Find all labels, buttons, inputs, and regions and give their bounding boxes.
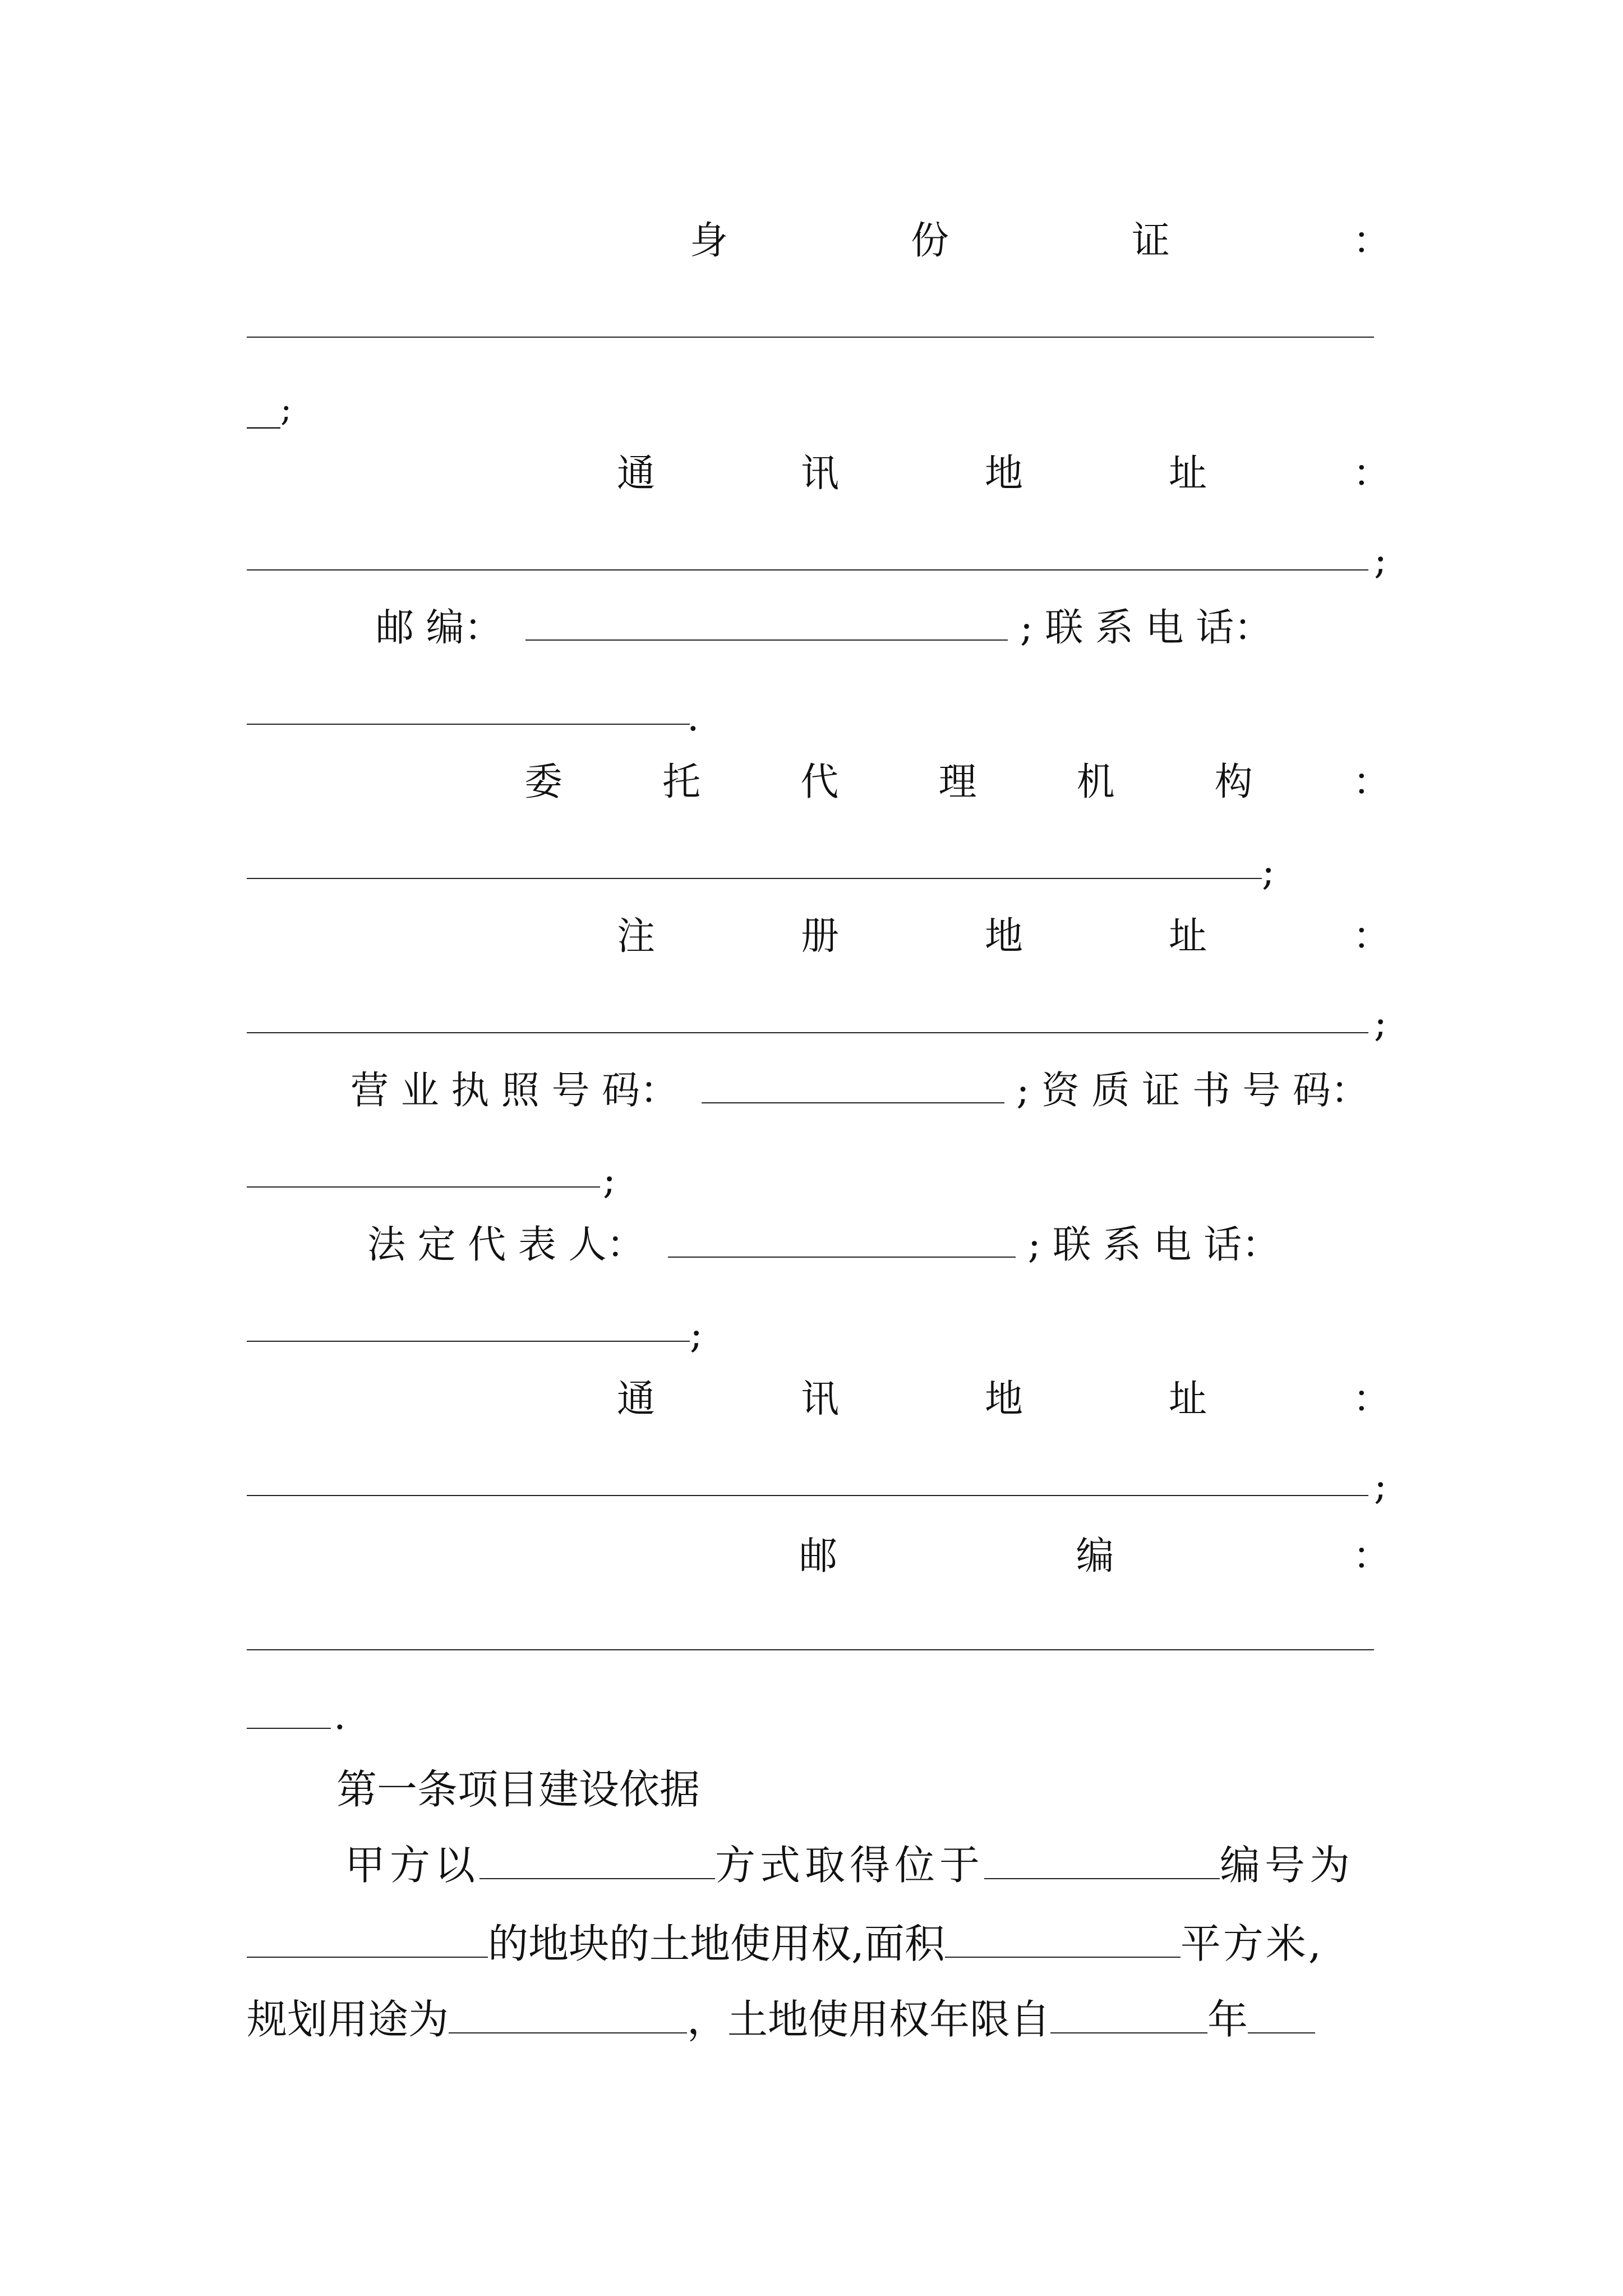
article-line-2	[247, 1904, 1394, 1983]
label-char: 通	[617, 452, 656, 496]
label-char: 委	[524, 760, 563, 804]
label-char: 构	[1214, 760, 1253, 804]
semicolon: ;	[1374, 539, 1387, 583]
month-field[interactable]	[1248, 1999, 1315, 2033]
label-char: 理	[938, 760, 977, 804]
reg-address-end	[1374, 996, 1408, 1052]
semicolon: ;	[603, 1158, 616, 1203]
cert-end	[603, 1153, 637, 1209]
cert-field[interactable]	[247, 1186, 600, 1188]
article-heading	[336, 1750, 1481, 1829]
period: .	[334, 1694, 346, 1738]
postal-label: 邮 编：	[376, 606, 502, 650]
text-span: 编号为	[1220, 1842, 1355, 1889]
reg-address-field[interactable]	[247, 1032, 1368, 1033]
text-span: 方式取得位于	[715, 1842, 985, 1889]
label-char: 证	[1131, 219, 1170, 263]
license-label: 营 业 执 照 号 码：	[351, 1069, 679, 1113]
label-char: 托	[662, 760, 701, 804]
postal-phone-row	[376, 600, 1391, 656]
legal-rep-row	[367, 1217, 1391, 1273]
address-end-2	[1374, 1458, 1408, 1515]
label-char: 份	[910, 219, 949, 263]
label-char: 代	[800, 760, 839, 804]
label-colon: ：	[1352, 914, 1391, 959]
label-char: 身	[690, 219, 728, 263]
id-card-label	[690, 213, 1391, 269]
text-span: 平方米,	[1180, 1920, 1324, 1967]
label-char: 机	[1076, 760, 1115, 804]
agent-end	[1262, 844, 1295, 900]
article-line-3	[247, 1980, 1394, 2059]
label-char: 编	[1076, 1534, 1114, 1579]
phone-field-2[interactable]	[247, 1341, 690, 1342]
id-card-field-tail	[247, 381, 1391, 438]
legal-rep-field[interactable]	[668, 1217, 1016, 1258]
label-char: 册	[800, 914, 839, 959]
label-colon: ：	[1352, 1377, 1391, 1421]
postal-end-2	[334, 1688, 367, 1745]
address-label-2	[617, 1372, 1391, 1428]
postal-field-2-tail[interactable]	[247, 1728, 331, 1729]
text-span: 甲方以	[345, 1842, 480, 1889]
label-colon: ：	[1352, 1534, 1391, 1579]
reg-address-label	[617, 909, 1391, 965]
semicolon: ;	[1374, 1001, 1387, 1046]
text-span: 的地块的土地使用权,面积	[488, 1920, 945, 1967]
label-char: 地	[984, 914, 1023, 959]
agent-field[interactable]	[247, 878, 1262, 879]
postal-field-2[interactable]	[247, 1649, 1374, 1650]
id-card-field[interactable]	[247, 337, 1374, 338]
postal-label-2	[799, 1529, 1391, 1585]
id-card-tail: __;	[247, 390, 292, 429]
phone-label: ; 联 系 电 话：	[1027, 1223, 1280, 1267]
license-field[interactable]	[702, 1063, 1004, 1103]
label-char: 地	[984, 452, 1023, 496]
label-char: 址	[1168, 914, 1207, 959]
label-char: 注	[617, 914, 656, 959]
cert-label: ; 资 质 证 书 号 码：	[1016, 1069, 1369, 1113]
label-char: 址	[1168, 452, 1207, 496]
label-colon: ：	[1352, 452, 1391, 496]
license-row	[351, 1063, 1391, 1119]
label-colon: ：	[1352, 219, 1391, 263]
agent-label	[524, 754, 1391, 811]
text-span: 规划用途为	[247, 1996, 449, 2043]
parcel-number-field[interactable]	[247, 1923, 488, 1958]
label-char: 邮	[799, 1534, 838, 1579]
area-field[interactable]	[945, 1923, 1181, 1958]
address-label	[617, 446, 1391, 502]
planned-use-field[interactable]	[449, 1999, 687, 2033]
address-field[interactable]	[247, 569, 1368, 570]
period: .	[687, 696, 699, 740]
text-span: 年	[1207, 1996, 1248, 2043]
label-char: 讯	[800, 1377, 839, 1421]
location-field[interactable]	[984, 1844, 1220, 1879]
label-colon: ：	[1352, 760, 1391, 804]
label-char: 地	[984, 1377, 1023, 1421]
semicolon: ;	[1374, 1464, 1387, 1508]
postal-field[interactable]	[525, 600, 1008, 641]
article-heading-text: 第一条项目建设依据	[336, 1766, 700, 1813]
phone-field[interactable]	[247, 724, 690, 725]
acquire-method-field[interactable]	[479, 1844, 715, 1879]
label-char: 讯	[800, 452, 839, 496]
start-year-field[interactable]	[1050, 1999, 1207, 2033]
semicolon: ;	[1262, 850, 1275, 894]
semicolon: ;	[690, 1313, 703, 1357]
label-char: 址	[1168, 1377, 1207, 1421]
article-line-1	[345, 1826, 1394, 1904]
address-end	[1374, 533, 1408, 589]
phone-label: ; 联 系 电 话：	[1020, 606, 1272, 650]
phone-end	[687, 690, 721, 746]
label-char: 通	[617, 1377, 656, 1421]
address-field-2[interactable]	[247, 1495, 1368, 1496]
phone-end-2	[690, 1307, 723, 1363]
text-span: ，土地使用权年限自	[687, 1996, 1051, 2043]
legal-rep-label: 法 定 代 表 人：	[367, 1223, 645, 1267]
